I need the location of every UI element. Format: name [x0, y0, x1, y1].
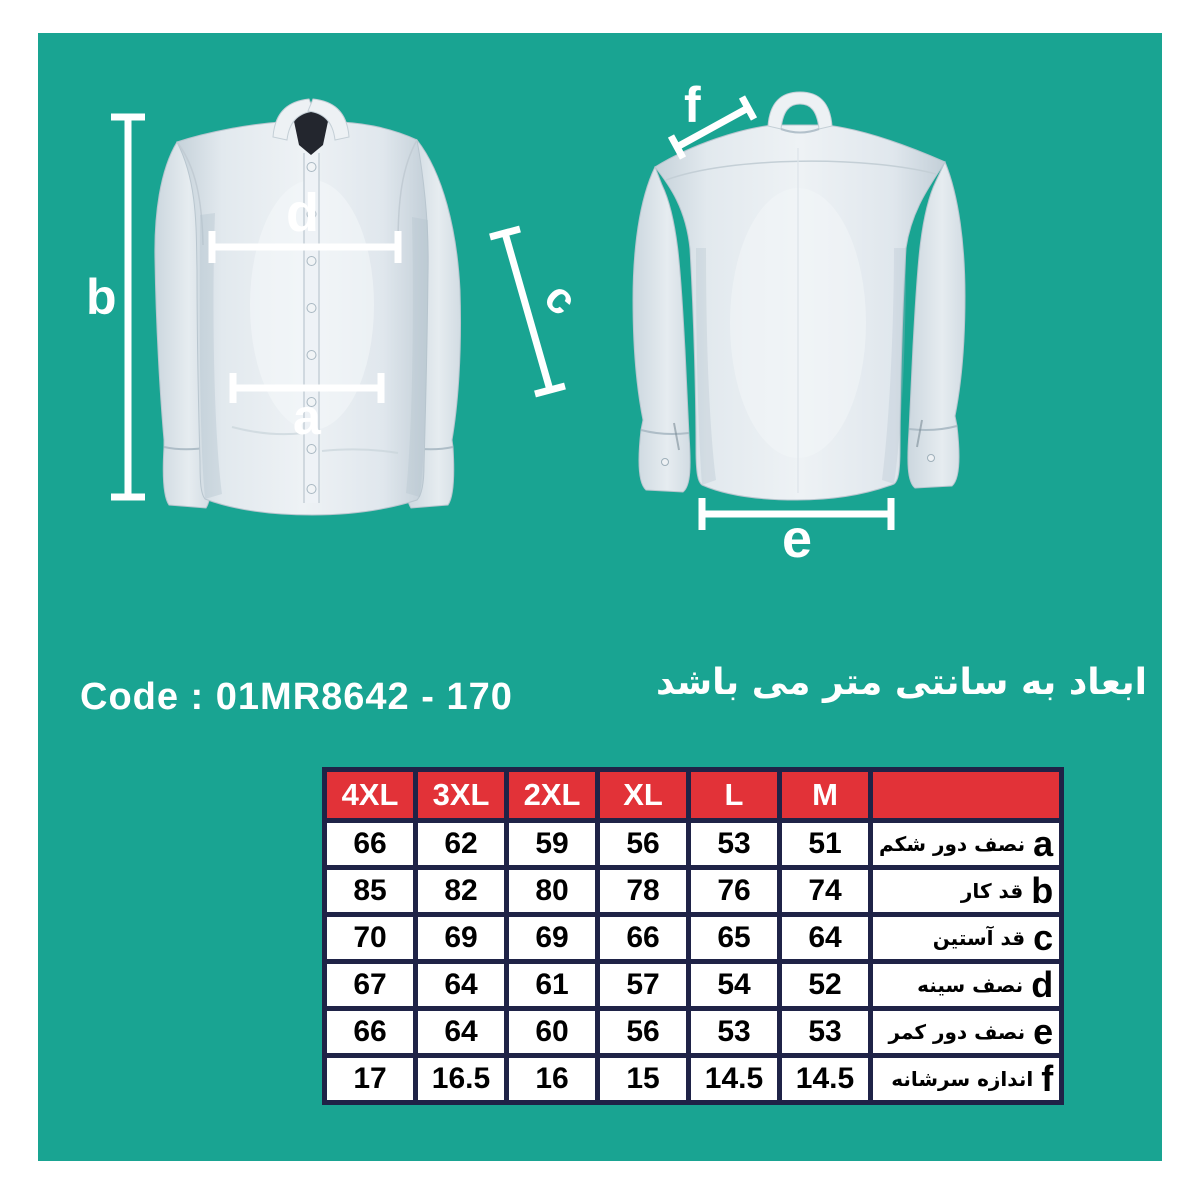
- cell-e-3xl: 64: [416, 1009, 507, 1056]
- table-row-c: [325, 915, 1062, 962]
- measure-label-cell-e: [871, 1009, 1062, 1056]
- cell-a-4xl: 66: [325, 821, 416, 868]
- cell-d-xl: 57: [598, 962, 689, 1009]
- size-column-header-4xl: 4XL: [325, 770, 416, 821]
- cell-c-3xl: 69: [416, 915, 507, 962]
- measure-label-cell-f: [871, 1056, 1062, 1103]
- measure-letter-e: e: [1033, 1010, 1054, 1052]
- measure-letter-a: a: [1033, 822, 1054, 864]
- cell-a-xl: 56: [598, 821, 689, 868]
- table-row-b: [325, 868, 1062, 915]
- measure-label-cell-b: [871, 868, 1062, 915]
- shirt-back-illustration: [622, 88, 972, 520]
- units-note: ابعاد به سانتی متر می باشد: [655, 662, 1147, 703]
- table-row-a: [325, 821, 1062, 868]
- dimension-label-b: b: [86, 269, 117, 325]
- cell-d-4xl: 67: [325, 962, 416, 1009]
- measure-label-cell-d: [871, 962, 1062, 1009]
- measure-label-cell-a: [871, 821, 1062, 868]
- measure-name-a: نصف دور شکم: [879, 831, 1026, 856]
- cell-d-3xl: 64: [416, 962, 507, 1009]
- size-column-header-3xl: 3XL: [416, 770, 507, 821]
- measure-letter-f: f: [1041, 1057, 1054, 1099]
- measure-label-cell-c: [871, 915, 1062, 962]
- measure-letter-c: c: [1033, 916, 1054, 958]
- dimension-label-c: c: [535, 272, 587, 326]
- product-code: Code : 01MR8642 - 170: [80, 676, 513, 718]
- cell-f-3xl: 16.5: [416, 1056, 507, 1103]
- cell-e-xl: 56: [598, 1009, 689, 1056]
- cell-c-l: 65: [689, 915, 780, 962]
- measure-name-d: نصف سینه: [917, 972, 1024, 997]
- cell-e-m: 53: [780, 1009, 871, 1056]
- measure-letter-d: d: [1031, 963, 1054, 1005]
- cell-e-4xl: 66: [325, 1009, 416, 1056]
- cell-a-m: 51: [780, 821, 871, 868]
- dimension-label-e: e: [782, 509, 813, 569]
- table-row-e: [325, 1009, 1062, 1056]
- cell-c-m: 64: [780, 915, 871, 962]
- measure-column-header: [871, 770, 1062, 821]
- dimension-label-a: a: [293, 389, 321, 445]
- cell-d-2xl: 61: [507, 962, 598, 1009]
- measure-name-c: قد آستین: [932, 925, 1026, 950]
- shirt-front-illustration: [140, 95, 510, 525]
- cell-f-l: 14.5: [689, 1056, 780, 1103]
- cell-a-l: 53: [689, 821, 780, 868]
- cell-b-2xl: 80: [507, 868, 598, 915]
- cell-e-2xl: 60: [507, 1009, 598, 1056]
- table-row-f: [325, 1056, 1062, 1103]
- cell-b-3xl: 82: [416, 868, 507, 915]
- cell-f-2xl: 16: [507, 1056, 598, 1103]
- dimension-label-f: f: [684, 77, 701, 133]
- size-table-header-row: [325, 770, 1062, 821]
- cell-d-l: 54: [689, 962, 780, 1009]
- size-column-header-l: L: [689, 770, 780, 821]
- cell-c-4xl: 70: [325, 915, 416, 962]
- measure-name-b: قد کار: [960, 878, 1024, 903]
- size-column-header-xl: XL: [598, 770, 689, 821]
- cell-b-l: 76: [689, 868, 780, 915]
- cell-d-m: 52: [780, 962, 871, 1009]
- cell-c-xl: 66: [598, 915, 689, 962]
- measure-name-f: اندازه سرشانه: [891, 1066, 1034, 1091]
- cell-b-xl: 78: [598, 868, 689, 915]
- cell-b-4xl: 85: [325, 868, 416, 915]
- measure-name-e: نصف دور کمر: [888, 1019, 1026, 1044]
- size-column-header-2xl: 2XL: [507, 770, 598, 821]
- cell-f-4xl: 17: [325, 1056, 416, 1103]
- cell-f-xl: 15: [598, 1056, 689, 1103]
- measure-letter-b: b: [1031, 869, 1054, 911]
- cell-b-m: 74: [780, 868, 871, 915]
- cell-c-2xl: 69: [507, 915, 598, 962]
- cell-a-2xl: 59: [507, 821, 598, 868]
- size-table: [322, 767, 1064, 1105]
- cell-a-3xl: 62: [416, 821, 507, 868]
- cell-e-l: 53: [689, 1009, 780, 1056]
- table-row-d: [325, 962, 1062, 1009]
- size-column-header-m: M: [780, 770, 871, 821]
- dimension-label-d: d: [286, 183, 319, 243]
- cell-f-m: 14.5: [780, 1056, 871, 1103]
